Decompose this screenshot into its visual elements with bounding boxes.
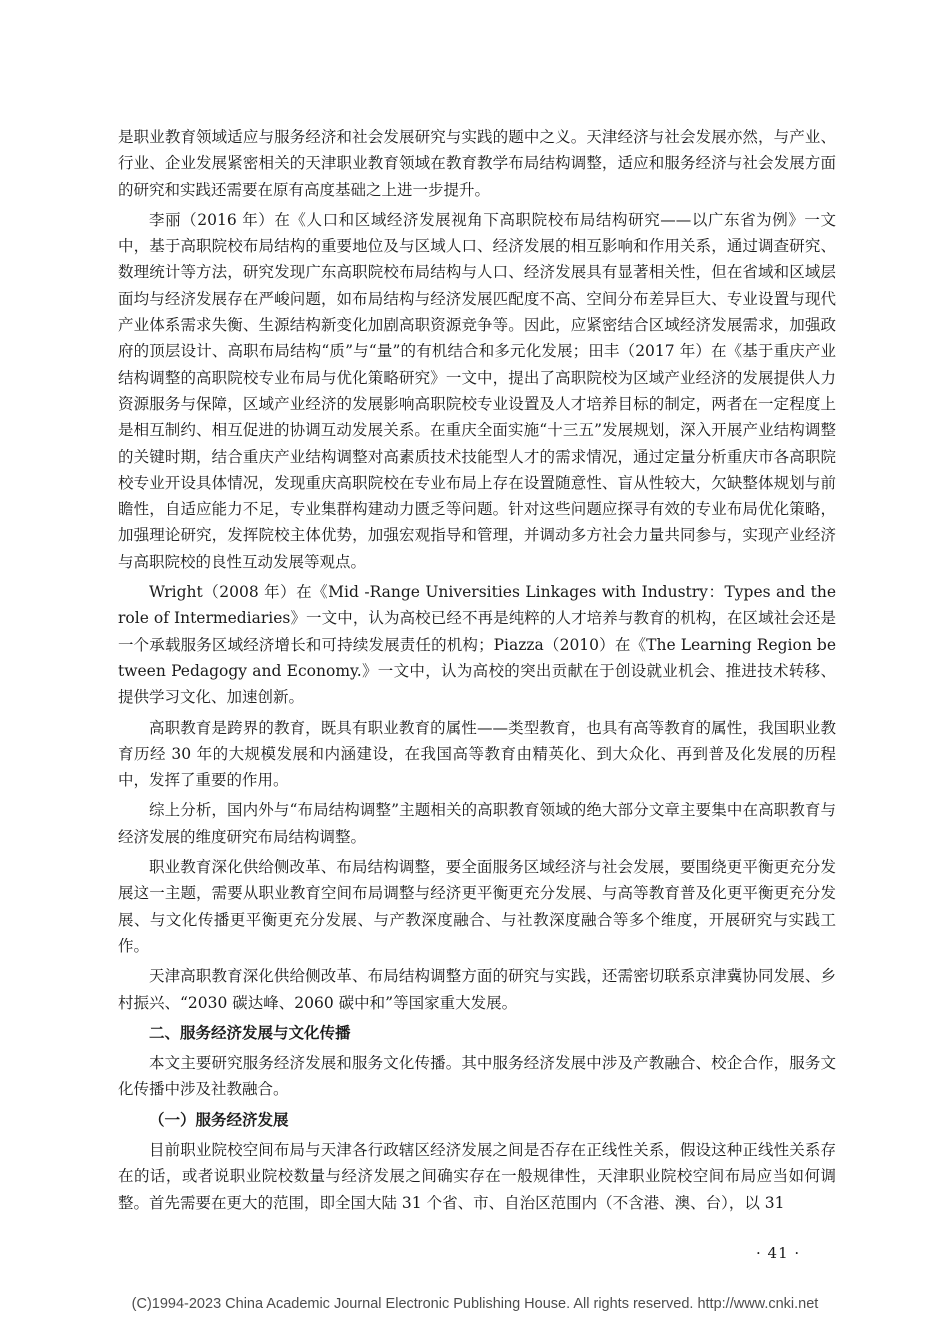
paragraph-tianjin-reform: 天津高职教育深化供给侧改革、布局结构调整方面的研究与实践，还需密切联系京津冀协同发展、乡村振兴、“2030 碳达峰、2060 碳中和”等国家重大发展。 [118, 967, 836, 1012]
subsection-heading: （一）服务经济发展 [149, 1109, 289, 1129]
paragraph-li-li-study: 李丽（2016 年）在《人口和区域经济发展视角下高职院校布局结构研究——以广东省为例》一文中，基于高职院校布局结构的重要地位及与区域人口、经济发展的相互影响和作用关系，通过调查研究、数理统计等方法，研究发现广东高职院校布局结构与人口、经济发展具有显著相关性，但在省域和区域层面均与经济发展存在严峻问题，如布局结构与经济发展匹配度不高、空间分布差异巨大、专业设置与现代产业体系需求失衡、生源结构新变化加剧高职资源竞争等。因此，应紧密结合区域经济发展需求，加强政府的顶层设计、高职布局结构“质”与“量”的有机结合和多元化发展；田丰（2017 年）在《基于重庆产业结构调整的高职院校专业布局与优化策略研究》一文中，提出了高职院校为区域产业经济的发展提供人力资源服务与保障，区域产业经济的发展影响高职院校专业设置及人才培养目标的制定，两者在一定程度上是相互制约、相互促进的协调互动发展关系。在重庆全面实施“十三五”发展规划，深入开展产业结构调整的关键时期，结合重庆产业结构调整对高素质技术技能型人才的需求情况，通过定量分析重庆市各高职院校专业开设具体情况，发现重庆高职院校在专业布局上存在设置随意性、盲从性较大，欠缺整体规划与前瞻性，自适应能力不足，专业集群构建动力匮乏等问题。针对这些问题应探寻有效的专业布局优化策略，加强理论研究，发挥院校主体优势，加强宏观指导和管理，并调动多方社会力量共同参与，实现产业经济与高职院校的良性互动发展等观点。 [118, 210, 836, 571]
paragraph-higher-vocational: 高职教育是跨界的教育，既具有职业教育的属性——类型教育，也具有高等教育的属性，我国职业教育历经 30 年的大规模发展和内涵建设，在我国高等教育由精英化、到大众化、再到普及化发展的历程中，发挥了重要的作用。 [118, 718, 836, 790]
paragraph-continuation: 是职业教育领域适应与服务经济和社会发展研究与实践的题中之义。天津经济与社会发展亦然，与产业、行业、企业发展紧密相关的天津职业教育领域在教育教学布局结构调整，适应和服务经济与社会发展方面的研究和实践还需要在原有高度基础之上进一步提升。 [118, 128, 836, 199]
copyright-footer: (C)1994-2023 China Academic Journal Electronic Publishing House. All rights reserved. http://www.cnki.net [131, 1296, 819, 1312]
paragraph-supply-side-reform: 职业教育深化供给侧改革、布局结构调整，要全面服务区域经济与社会发展，要围绕更平衡更充分发展这一主题，需要从职业教育空间布局调整与经济更平衡更充分发展、与高等教育普及化更平衡更充分发展、与文化传播更平衡更充分发展、与产教深度融合、与社教深度融合等多个维度，开展研究与实践工作。 [118, 858, 836, 955]
paragraph-section-intro: 本文主要研究服务经济发展和服务文化传播。其中服务经济发展中涉及产教融合、校企合作，服务文化传播中涉及社教融合。 [118, 1054, 836, 1099]
paragraph-wright-piazza: Wright（2008 年）在《Mid -Range Universities Linkages with Industry：Types and the role of Intermediaries》一文中，认为高校已经不再是纯粹的人才培养与教育的机构，在区域社会还是一个承载服务区域经济增长和可持续发展责任的机构；Piazza（2010）在《The Learning Region between Pedagogy and Economy.》一文中，认为高校的突出贡献在于创设就业机会、推进技术转移、提供学习文化、加速创新。 [118, 583, 836, 707]
paragraph-summary: 综上分析，国内外与“布局结构调整”主题相关的高职教育领域的绝大部分文章主要集中在高职教育与经济发展的维度研究布局结构调整。 [118, 801, 836, 846]
article-body [118, 124, 836, 1216]
section-heading: 二、服务经济发展与文化传播 [149, 1022, 351, 1042]
paragraph-spatial-layout: 目前职业院校空间布局与天津各行政辖区经济发展之间是否存在正线性关系，假设这种正线性关系存在的话，或者说职业院校数量与经济发展之间确实存在一般规律性，天津职业院校空间布局应当如何调整。首先需要在更大的范围，即全国大陆 31 个省、市、自治区范围内（不含港、澳、台），以 31 [118, 1140, 836, 1212]
page-number: · 41 · [756, 1244, 801, 1262]
